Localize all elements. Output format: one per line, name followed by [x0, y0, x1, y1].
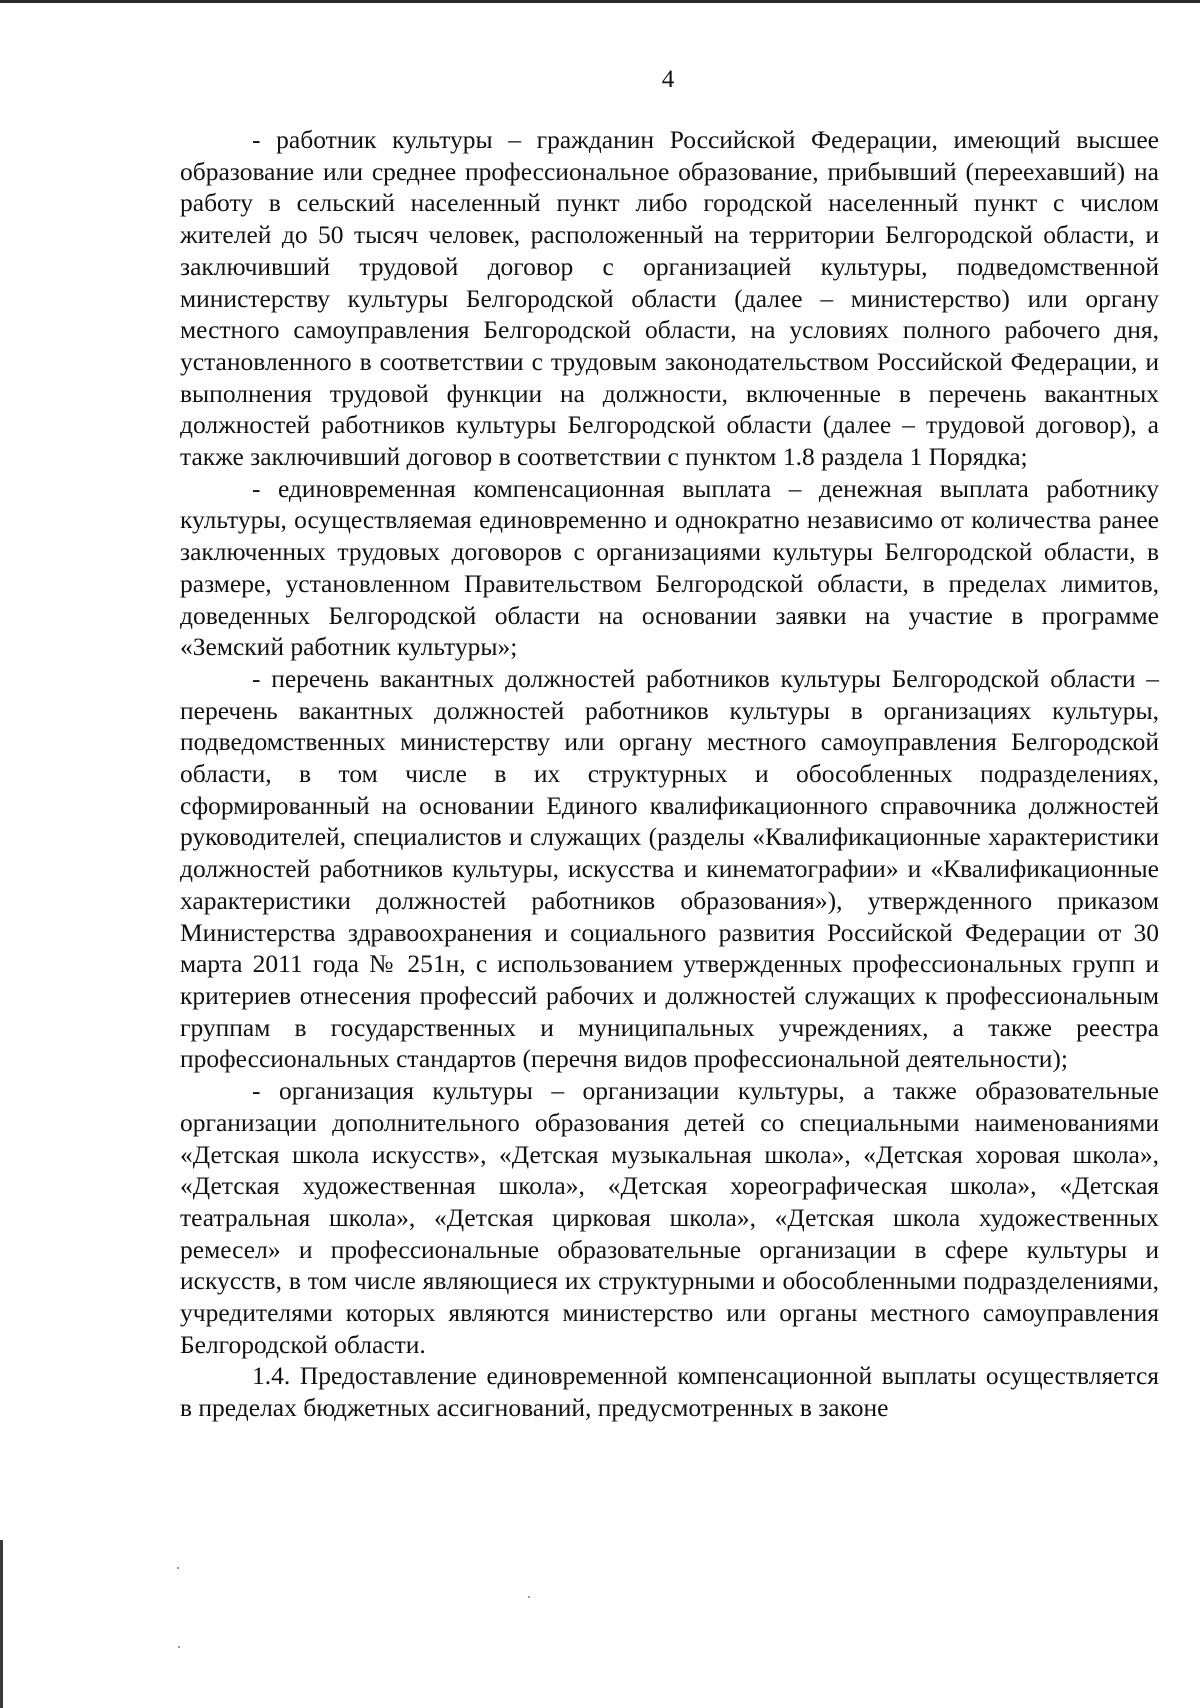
paragraph-organization-definition: - организация культуры – организации культуры, а также образовательные организации дополнительного образования детей со специальными наименованиями «Детская школа искусств», «Детская музыкальная школа», «Детская хоровая школа», «Детская художественная школа», «Детская хореографическая школа», «Детская театральная школа», «Детская цирковая школа», «Детская школа художественных ремесел» и профессиональные образовательные организации в сфере культуры и искусств, в том числе являющиеся их структурными и обособленными подразделениями, учредителями которых являются министерство или органы местного самоуправления Белгородской области. — [180, 1076, 1159, 1359]
document-body — [180, 124, 1159, 1424]
paragraph-vacancy-list-definition: - перечень вакантных должностей работников культуры Белгородской области – перечень вакантных должностей работников культуры в организациях культуры, подведомственных министерству или органу местного самоуправления Белгородской области, в том числе в их структурных и обособленных подразделениях, сформированный на основании Единого квалификационного справочника должностей руководителей, специалистов и служащих (разделы «Квалификационные характеристики должностей работников культуры, искусства и кинематографии» и «Квалификационные характеристики должностей работников образования»), утвержденного приказом Министерства здравоохранения и социального развития Российской Федерации от 30 марта 2011 года № 251н, с использованием утвержденных профессиональных групп и критериев отнесения профессий рабочих и должностей служащих к профессиональным группам в государственных и муниципальных учреждениях, а также реестра профессиональных стандартов (перечня видов профессиональной деятельности); — [180, 663, 1159, 1074]
page-number: 4 — [661, 66, 675, 93]
paragraph-worker-definition: - работник культуры – гражданин Российской Федерации, имеющий высшее образование или среднее профессиональное образование, прибывший (переехавший) на работу в сельский населенный пункт либо городской населенный пункт с числом жителей до 50 тысяч человек, расположенный на территории Белгородской области, и заключивший трудовой договор с организацией культуры, подведомственной министерству культуры Белгородской области (далее – министерство) или органу местного самоуправления Белгородской области, на условиях полного рабочего дня, установленного в соответствии с трудовым законодательством Российской Федерации, и выполнения трудовой функции на должности, включенные в перечень вакантных должностей работников культуры Белгородской области (далее – трудовой договор), а также заключивший договор в соответствии с пунктом 1.8 раздела 1 Порядка; — [180, 125, 1159, 472]
scan-speck — [178, 1646, 180, 1648]
paragraph-payment-definition: - единовременная компенсационная выплата – денежная выплата работнику культуры, осуществляемая единовременно и однократно независимо от количества ранее заключенных трудовых договоров с организациями культуры Белгородской области, в размере, установленном Правительством Белгородской области, в пределах лимитов, доведенных Белгородской области на основании заявки на участие в программе «Земский работник культуры»; — [180, 473, 1159, 662]
paragraph-clause-1-4: 1.4. Предоставление единовременной компенсационной выплаты осуществляется в пределах бюджетных ассигнований, предусмотренных в законе — [180, 1361, 1159, 1423]
scan-speck — [177, 1567, 179, 1569]
scan-top-border — [0, 0, 1200, 3]
scan-speck — [528, 1596, 530, 1598]
scan-left-border — [0, 1540, 3, 1708]
